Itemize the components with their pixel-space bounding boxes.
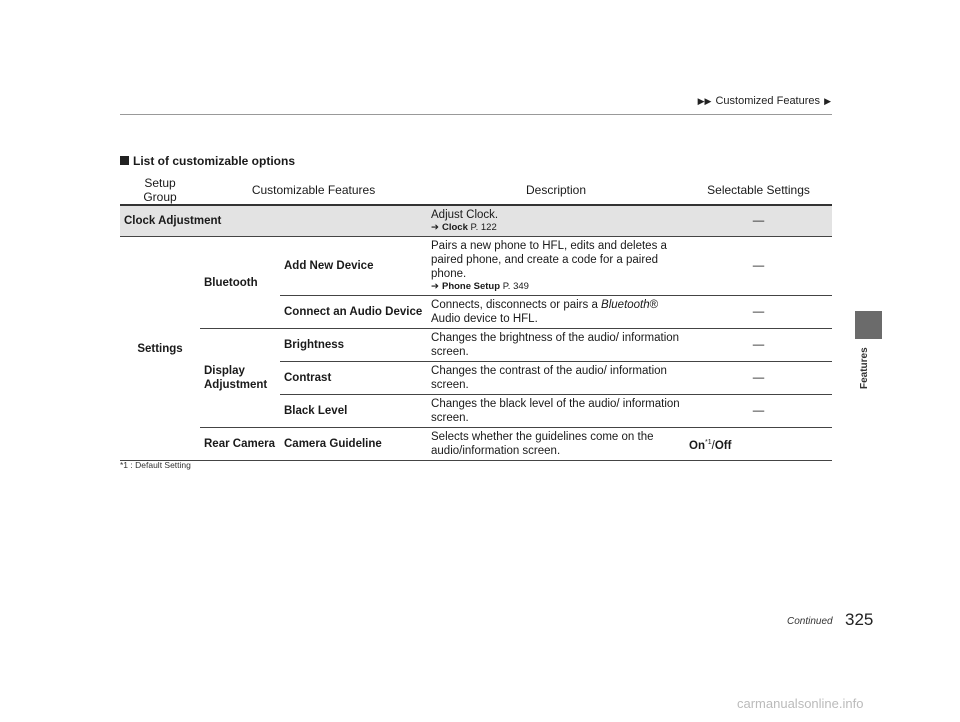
setting-cell: — bbox=[685, 362, 832, 395]
table-row bbox=[120, 428, 832, 461]
page-number: 325 bbox=[845, 610, 874, 629]
description-cell: Selects whether the guidelines come on the audio/information screen. bbox=[427, 428, 685, 461]
feature-camera-guideline: Camera Guideline bbox=[280, 428, 427, 461]
description-cell: Changes the brightness of the audio/ information screen. bbox=[427, 329, 685, 362]
setting-cell: On$^{*1}$/Off bbox=[685, 428, 832, 461]
side-tab-marker bbox=[855, 311, 882, 339]
breadcrumb-text[interactable]: Customized Features bbox=[715, 95, 821, 107]
description-cell: Changes the black level of the audio/ information screen. bbox=[427, 395, 685, 428]
description-cell bbox=[427, 205, 685, 237]
section-title: List of customizable options bbox=[120, 154, 295, 168]
reference-arrow-icon: ➔ bbox=[431, 281, 439, 292]
setting-cell: — bbox=[685, 237, 832, 296]
feature-clock-adjustment: Clock Adjustment bbox=[120, 205, 427, 237]
header-description: Description bbox=[427, 176, 685, 205]
page-reference[interactable]: ➔ Clock P. 122 bbox=[431, 222, 497, 233]
description-cell bbox=[427, 237, 685, 296]
feature-contrast: Contrast bbox=[280, 362, 427, 395]
header-rule bbox=[120, 114, 832, 115]
table-row bbox=[120, 237, 832, 296]
setting-cell: — bbox=[685, 296, 832, 329]
table-row bbox=[120, 205, 832, 237]
side-section-label: Features bbox=[859, 347, 870, 389]
description-text: Adjust Clock. bbox=[431, 209, 499, 221]
footnote: *1 : Default Setting bbox=[120, 460, 191, 470]
subgroup-rear-camera: Rear Camera bbox=[200, 428, 280, 461]
square-bullet-icon bbox=[120, 156, 129, 165]
header-selectable-settings: Selectable Settings bbox=[685, 176, 832, 205]
feature-black-level: Black Level bbox=[280, 395, 427, 428]
subgroup-display-adjustment: Display Adjustment bbox=[200, 329, 280, 428]
table-row bbox=[120, 329, 832, 362]
setting-cell: — bbox=[685, 395, 832, 428]
feature-connect-audio-device: Connect an Audio Device bbox=[280, 296, 427, 329]
feature-brightness: Brightness bbox=[280, 329, 427, 362]
customizable-options-table bbox=[120, 176, 832, 461]
subgroup-bluetooth: Bluetooth bbox=[200, 237, 280, 329]
description-cell: Connects, disconnects or pairs a Bluetooth® Audio device to HFL. bbox=[427, 296, 685, 329]
setting-cell: — bbox=[685, 205, 832, 237]
breadcrumb-end-arrow-icon: ▶ bbox=[824, 96, 831, 106]
breadcrumb-arrows-icon: ▶▶ bbox=[697, 96, 712, 106]
reference-arrow-icon: ➔ bbox=[431, 222, 439, 233]
page-reference[interactable]: ➔ Phone Setup P. 349 bbox=[431, 281, 529, 292]
header-customizable-features: Customizable Features bbox=[200, 176, 427, 205]
breadcrumb bbox=[697, 95, 832, 107]
group-settings: Settings bbox=[120, 237, 200, 461]
description-text: Pairs a new phone to HFL, edits and deletes a paired phone, and create a code for a paired phone. bbox=[431, 240, 667, 280]
table-header-row bbox=[120, 176, 832, 205]
setting-cell: — bbox=[685, 329, 832, 362]
watermark: carmanualsonline.info bbox=[737, 696, 864, 711]
description-cell: Changes the contrast of the audio/ information screen. bbox=[427, 362, 685, 395]
header-setup-group: Setup Group bbox=[120, 176, 200, 205]
feature-add-new-device: Add New Device bbox=[280, 237, 427, 296]
continued-label: Continued bbox=[787, 616, 833, 627]
